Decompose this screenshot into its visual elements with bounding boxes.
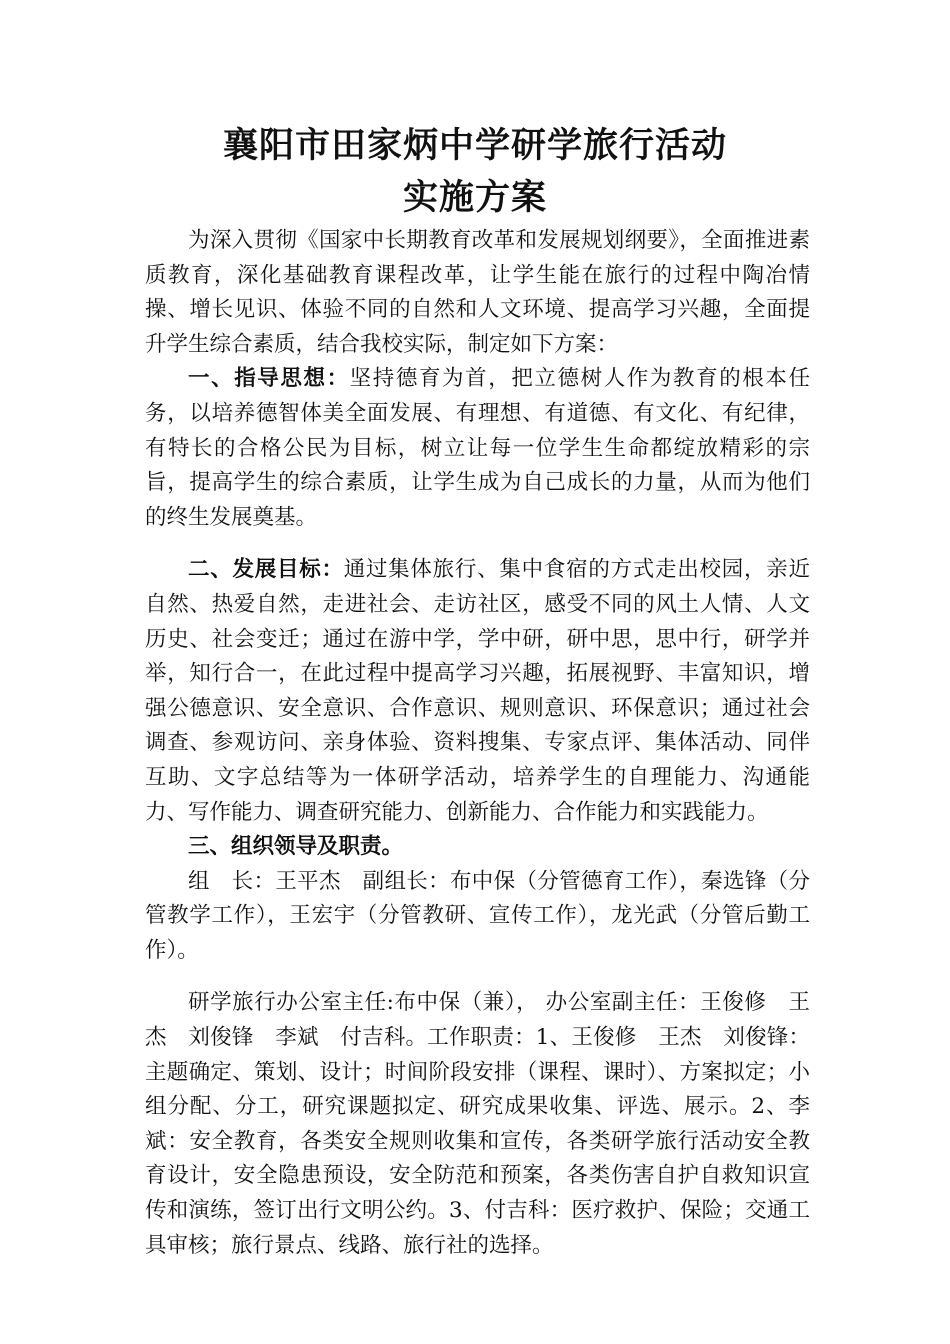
document-title-line1: 襄阳市田家炳中学研学旅行活动 bbox=[222, 126, 727, 166]
section1-text: 坚持德育为首，把立德树人作为教育的根本任务，以培养德智体美全面发展、有理想、有道德、有文化、有纪律，有特长的合格公民为目标，树立让每一位学生生命都绽放精彩的宗旨，提高学生的综合素质，让学生成为自己成长的力量，从而为他们的终生发展奠基。 bbox=[145, 366, 810, 530]
document-body bbox=[145, 224, 810, 1263]
section3-heading-paragraph bbox=[145, 830, 810, 865]
section2-paragraph bbox=[145, 553, 810, 830]
section1-paragraph bbox=[145, 362, 810, 535]
section1-heading: 一、指导思想： bbox=[188, 366, 350, 392]
section3-leaders-paragraph: 组 长：王平杰 副组长：布中保（分管德育工作），秦选锋（分管教学工作），王宏宇（分管教研、宣传工作），龙光武（分管后勤工作）。 bbox=[145, 868, 810, 963]
section2-text: 通过集体旅行、集中食宿的方式走出校园，亲近自然、热爱自然，走进社会、走访社区，感受不同的风土人情、人文历史、社会变迁；通过在游中学，学中研，研中思，思中行，研学并举，知行合一，在此过程中提高学习兴趣，拓展视野、丰富知识，增强公德意识、安全意识、合作意识、规则意识、环保意识；通过社会调查、参观访问、亲身体验、资料搜集、专家点评、集体活动、同伴互助、文字总结等为一体研学活动，培养学生的自理能力、沟通能力、写作能力、调查研究能力、创新能力、合作能力和实践能力。 bbox=[145, 557, 810, 825]
document-title-line2: 实施方案 bbox=[402, 178, 547, 218]
section2-heading: 二、发展目标： bbox=[188, 557, 344, 583]
intro-paragraph: 为深入贯彻《国家中长期教育改革和发展规划纲要》，全面推进素质教育，深化基础教育课程改革，让学生能在旅行的过程中陶冶情操、增长见识、体验不同的自然和人文环境、提高学习兴趣，全面提升学生综合素质，结合我校实际，制定如下方案： bbox=[145, 228, 810, 357]
section3-office-paragraph: 研学旅行办公室主任:布中保（兼）， 办公室副主任：王俊修 王杰 刘俊锋 李斌 付吉科。工作职责：1、王俊修 王杰 刘俊锋：主题确定、策划、设计；时间阶段安排（课程、课时）、方案拟定；小组分配、分工，研究课题拟定、研究成果收集、评选、展示。2、李斌：安全教育，各类安全规则收集和宣传，各类研学旅行活动安全教育设计，安全隐患预设，安全防范和预案，各类伤害自护自救知识宣传和演练，签订出行文明公约。3、付吉科：医疗救护、保险；交通工具审核；旅行景点、线路、旅行社的选择。 bbox=[145, 990, 810, 1258]
section3-heading: 三、组织领导及职责。 bbox=[188, 834, 404, 860]
